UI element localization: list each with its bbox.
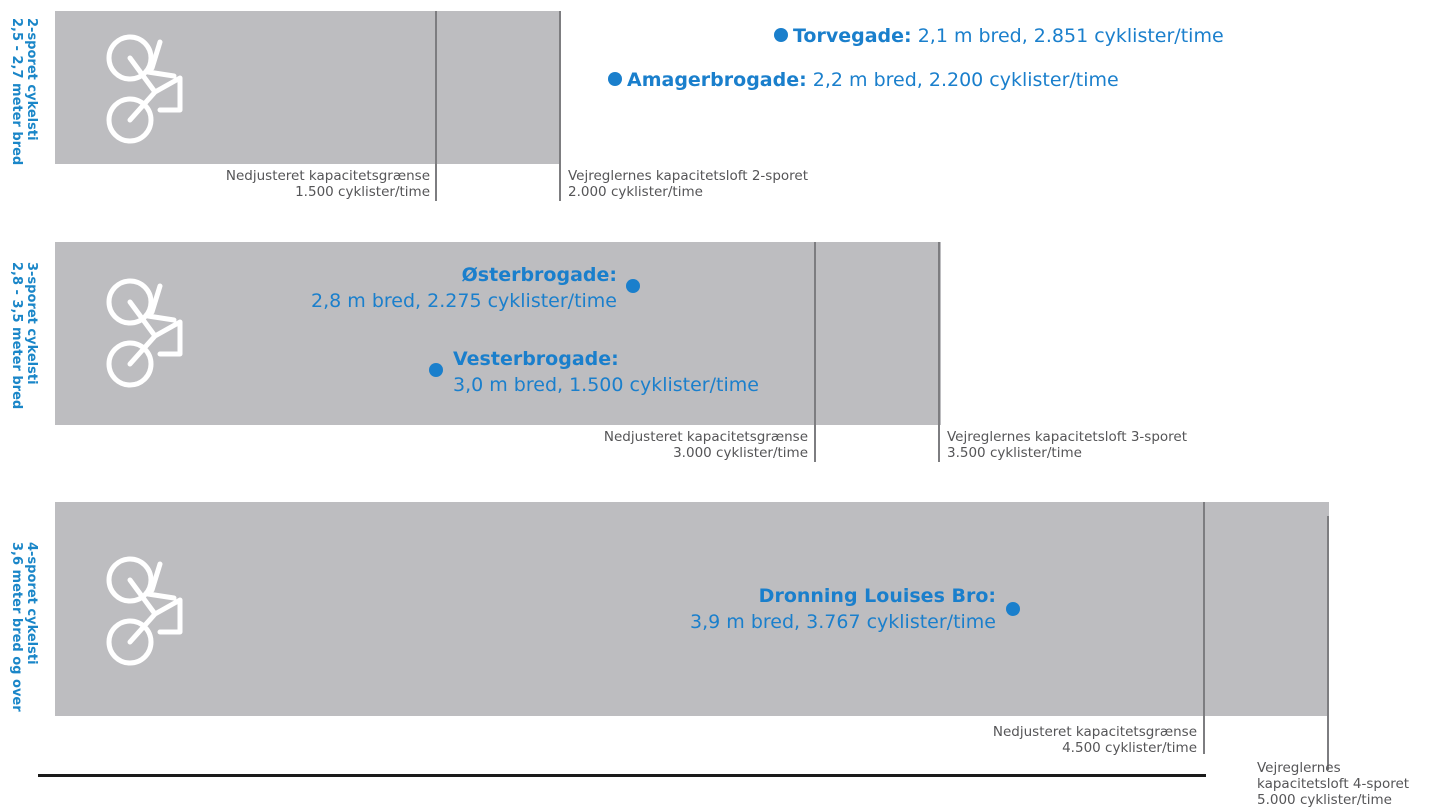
street-name: Østerbrogade: (461, 264, 617, 286)
threshold-label (568, 168, 808, 200)
lane-type-label: 3-sporet cykelsti (24, 262, 39, 385)
bicycle-icon (100, 278, 190, 390)
threshold-title: Nedjusteret kapacitetsgrænse (225, 168, 430, 184)
street-detail: 3,9 m bred, 3.767 cyklister/time (690, 611, 996, 633)
threshold-label (947, 429, 1187, 461)
bicycle-icon (100, 556, 190, 668)
bicycle-icon (100, 34, 190, 146)
threshold-label (604, 429, 808, 461)
threshold-line (1203, 502, 1205, 754)
street-detail: 2,2 m bred, 2.200 cyklister/time (812, 69, 1119, 91)
threshold-value: 4.500 cyklister/time (1062, 740, 1197, 756)
width-range-label: 2,5 - 2,7 meter bred (9, 18, 24, 166)
street-detail: 2,8 m bred, 2.275 cyklister/time (311, 290, 617, 312)
street-marker (429, 363, 443, 377)
threshold-value: 5.000 cyklister/time (1257, 792, 1392, 808)
threshold-title: Nedjusteret kapacitetsgrænse (992, 724, 1197, 740)
street-name: Dronning Louises Bro: (758, 585, 996, 607)
threshold-value: 3.500 cyklister/time (947, 445, 1082, 461)
threshold-line (938, 242, 940, 462)
street-annotation (793, 23, 1224, 49)
street-name: Amagerbrogade: (627, 69, 807, 91)
threshold-title: kapacitetsloft 4-sporet (1257, 776, 1410, 792)
threshold-title: Nedjusteret kapacitetsgrænse (603, 429, 808, 445)
row-label-4-sporet (9, 542, 39, 712)
street-detail: 2,1 m bred, 2.851 cyklister/time (917, 25, 1224, 47)
lane-type-label: 2-sporet cykelsti (24, 18, 39, 141)
street-annotation (311, 262, 617, 314)
row-label-3-sporet (9, 262, 39, 409)
street-marker (626, 279, 640, 293)
street-name: Torvegade: (793, 25, 912, 47)
baseline-axis (38, 774, 1206, 777)
row-label-2-sporet (9, 18, 39, 165)
threshold-label (1257, 760, 1409, 808)
threshold-label (993, 724, 1197, 756)
lane-type-label: 4-sporet cykelsti (24, 542, 39, 665)
threshold-value: 1.500 cyklister/time (295, 184, 430, 200)
width-range-label: 2,8 - 3,5 meter bred (9, 262, 24, 410)
street-name: Vesterbrogade: (453, 348, 619, 370)
threshold-title: Vejreglernes (1257, 760, 1341, 776)
threshold-value: 3.000 cyklister/time (673, 445, 808, 461)
street-marker (1006, 602, 1020, 616)
street-annotation (627, 67, 1119, 93)
street-annotation (690, 583, 996, 635)
street-detail: 3,0 m bred, 1.500 cyklister/time (453, 374, 759, 396)
threshold-label (226, 168, 430, 200)
threshold-line (435, 11, 437, 201)
width-range-label: 3,6 meter bred og over (9, 542, 24, 712)
street-annotation (453, 346, 759, 398)
threshold-title: Vejreglernes kapacitetsloft 2-sporet (568, 168, 809, 184)
threshold-line (814, 242, 816, 462)
street-marker (608, 72, 622, 86)
threshold-title: Vejreglernes kapacitetsloft 3-sporet (947, 429, 1188, 445)
threshold-line (559, 11, 561, 201)
street-marker (774, 28, 788, 42)
threshold-line (1327, 516, 1329, 770)
threshold-value: 2.000 cyklister/time (568, 184, 703, 200)
